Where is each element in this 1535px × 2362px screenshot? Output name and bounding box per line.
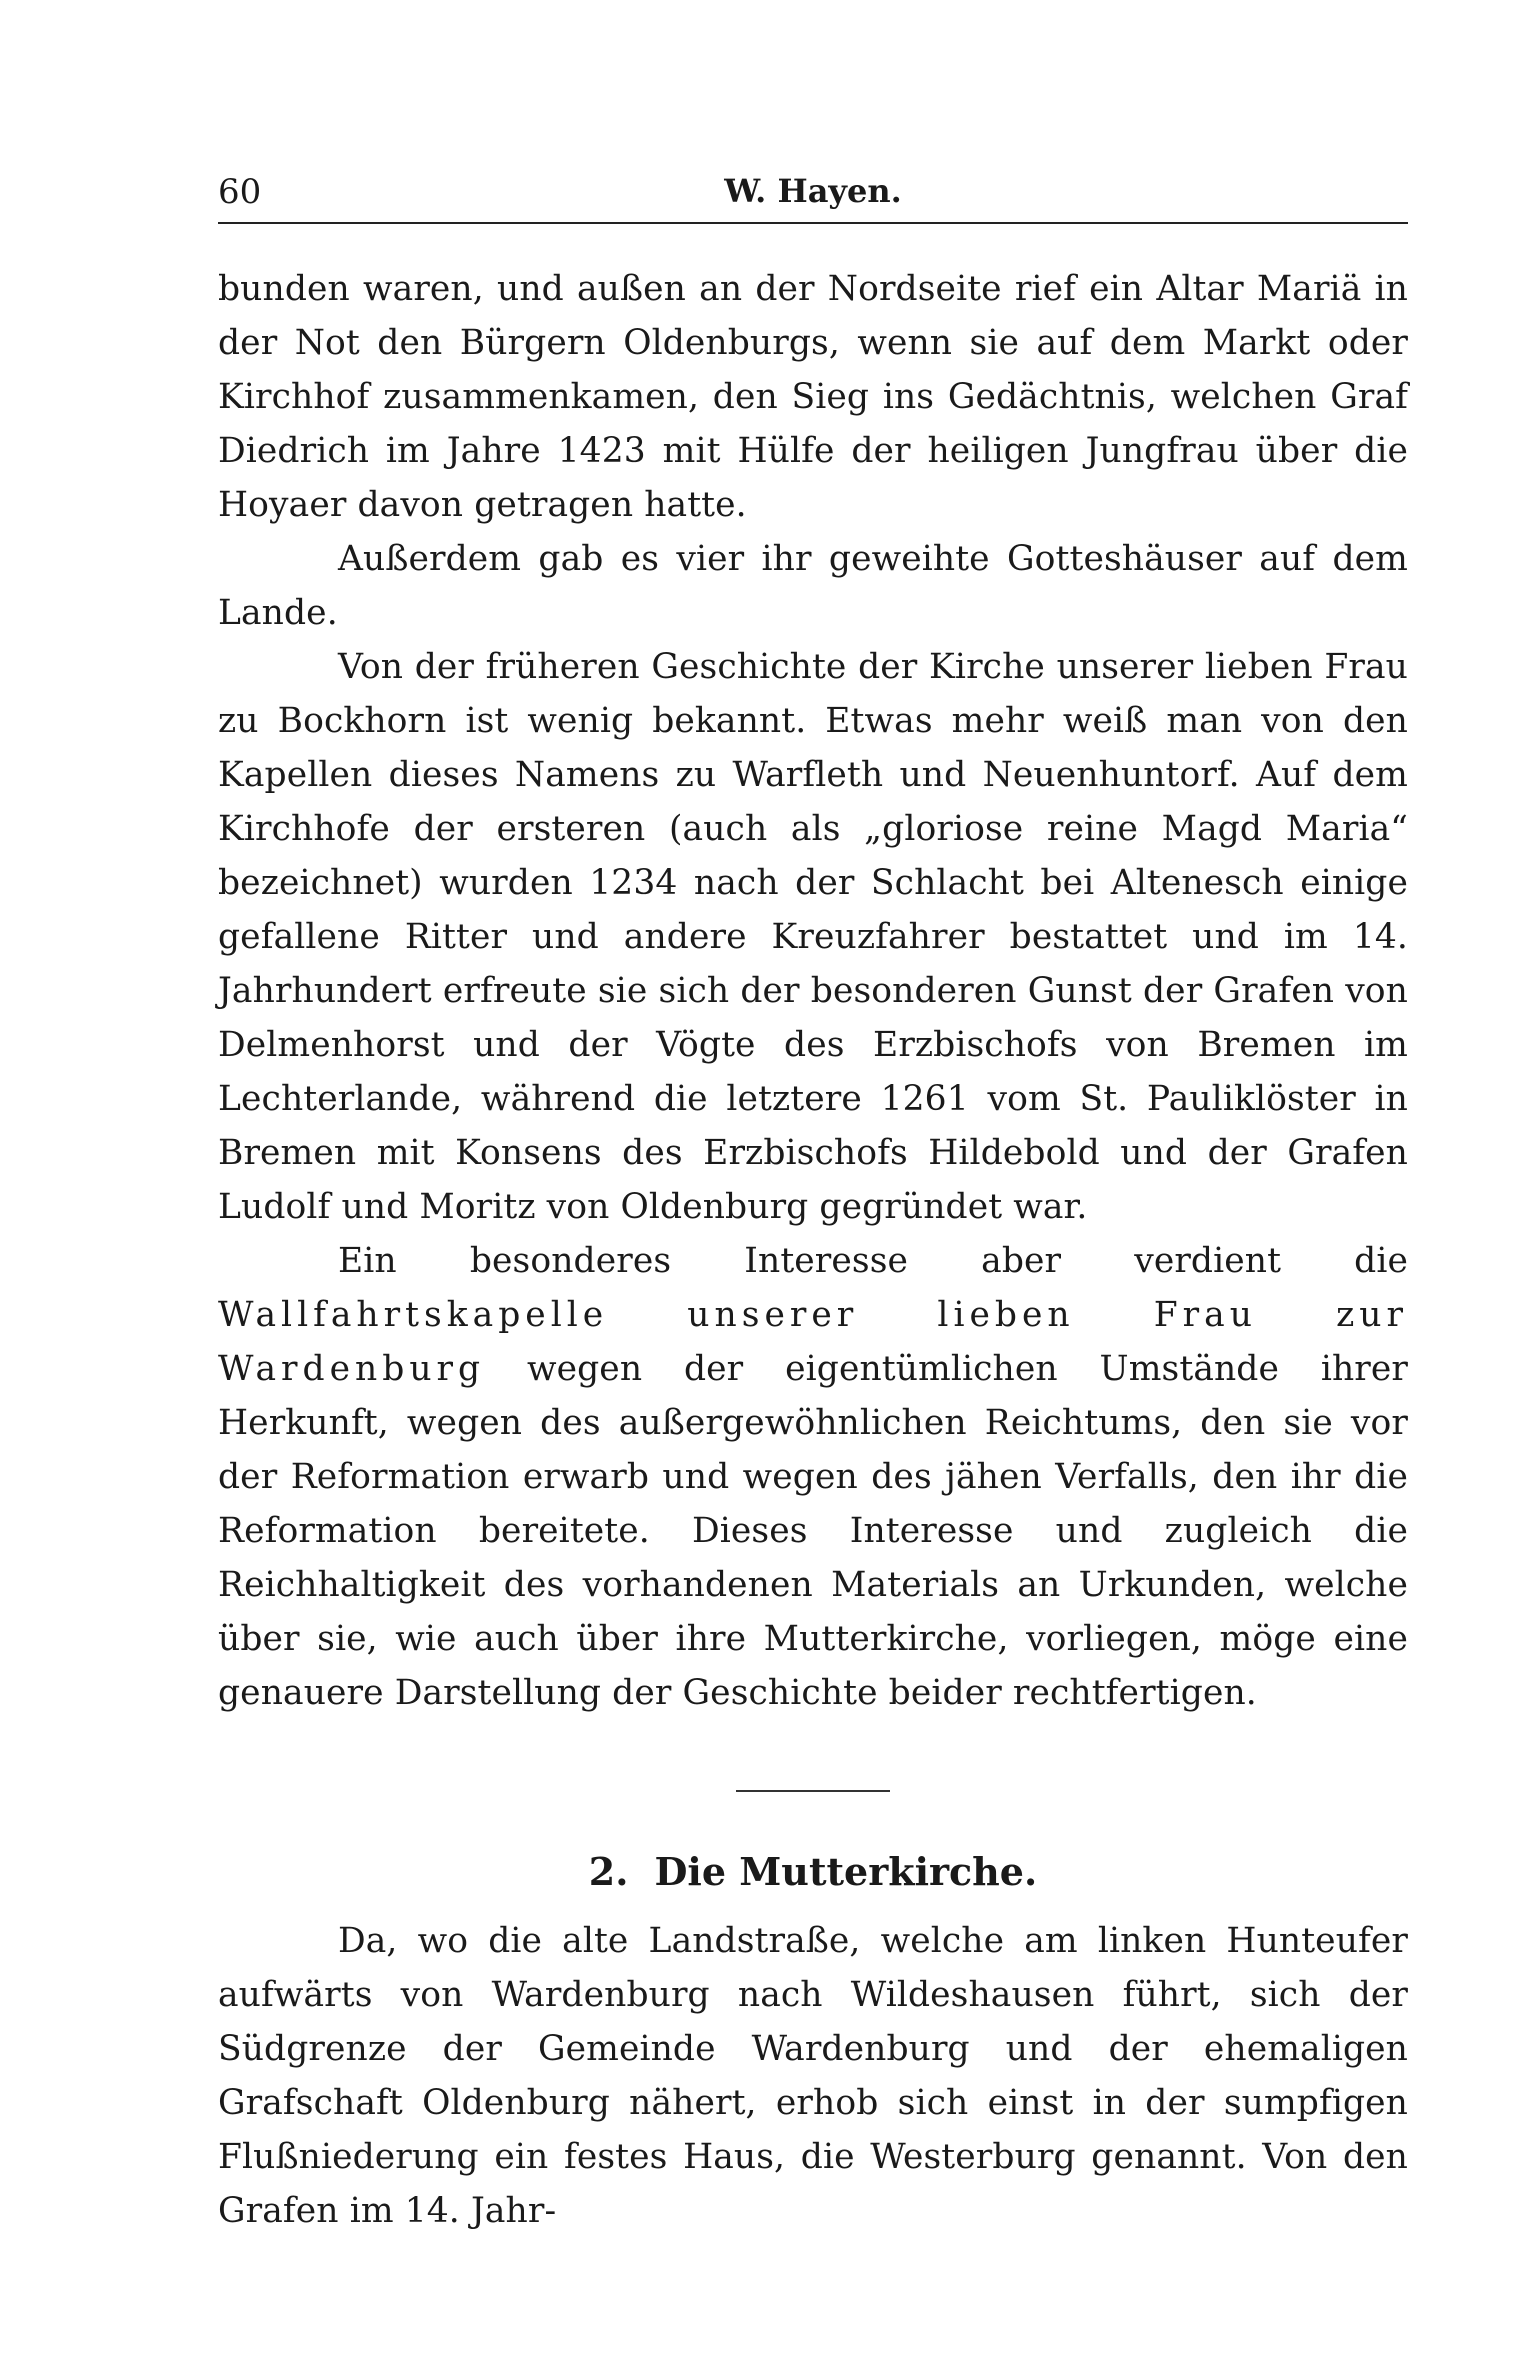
- section-number: 2.: [588, 1849, 629, 1894]
- page-number: 60: [218, 172, 262, 212]
- paragraph-text: wegen der eigentümlichen Umstände ihrer Herkunft, wegen des außergewöhnlichen Reichtums, den sie vor der Reformation erwarb und wegen des jähen Verfalls, den ihr die Reformation bereitete. Dieses Interesse und zugleich die Reichhaltigkeit des vorhandenen Materials an Urkunden, welche über sie, wie auch über ihre Mutterkirche, vorliegen, möge eine genauere Darstellung der Geschichte beider rechtfertigen.: [218, 1349, 1408, 1713]
- paragraph-text: Ein besonderes Interesse aber verdient die: [338, 1241, 1408, 1281]
- running-head: [218, 160, 1408, 216]
- section-separator: [736, 1790, 890, 1792]
- section-heading: [218, 1844, 1408, 1900]
- paragraph: Außerdem gab es vier ihr geweihte Gotteshäuser auf dem Lande.: [218, 539, 1408, 633]
- paragraph: Da, wo die alte Landstraße, welche am linken Hunteufer aufwärts von Wardenburg nach Wildeshausen führt, sich der Südgrenze der Gemeinde Wardenburg und der ehemaligen Grafschaft Oldenburg nähert, erhob sich einst in der sumpfigen Flußniederung ein festes Haus, die Westerburg genannt. Von den Grafen im 14. Jahr-: [218, 1921, 1408, 2231]
- header-rule: [218, 222, 1408, 224]
- running-title: W. Hayen.: [724, 172, 902, 210]
- body-text: [218, 262, 1408, 2238]
- paragraph: Von der früheren Geschichte der Kirche unserer lieben Frau zu Bockhorn ist wenig bekannt. Etwas mehr weiß man von den Kapellen dieses Namens zu Warfleth und Neuenhuntorf. Auf dem Kirchhofe der ersteren (auch als „gloriose reine Magd Maria“ bezeichnet) wurden 1234 nach der Schlacht bei Altenesch einige gefallene Ritter und andere Kreuzfahrer bestattet und im 14. Jahrhundert erfreute sie sich der besonderen Gunst der Grafen von Delmenhorst und der Vögte des Erzbischofs von Bremen im Lechterlande, während die letztere 1261 vom St. Pauliklöster in Bremen mit Konsens des Erzbischofs Hildebold und der Grafen Ludolf und Moritz von Oldenburg gegründet war.: [218, 647, 1408, 1227]
- spaced-emphasis: Wallfahrtskapelle unserer lieben Frau zur Wardenburg: [218, 1295, 1408, 1389]
- paragraph: [218, 1234, 1408, 1720]
- section-title: Die Mutterkirche.: [654, 1849, 1038, 1894]
- book-page: [218, 160, 1408, 2231]
- paragraph: bunden waren, und außen an der Nordseite rief ein Altar Mariä in der Not den Bürgern Oldenburgs, wenn sie auf dem Markt oder Kirchhof zusammenkamen, den Sieg ins Gedächtnis, welchen Graf Diedrich im Jahre 1423 mit Hülfe der heiligen Jungfrau über die Hoyaer davon getragen hatte.: [218, 269, 1408, 525]
